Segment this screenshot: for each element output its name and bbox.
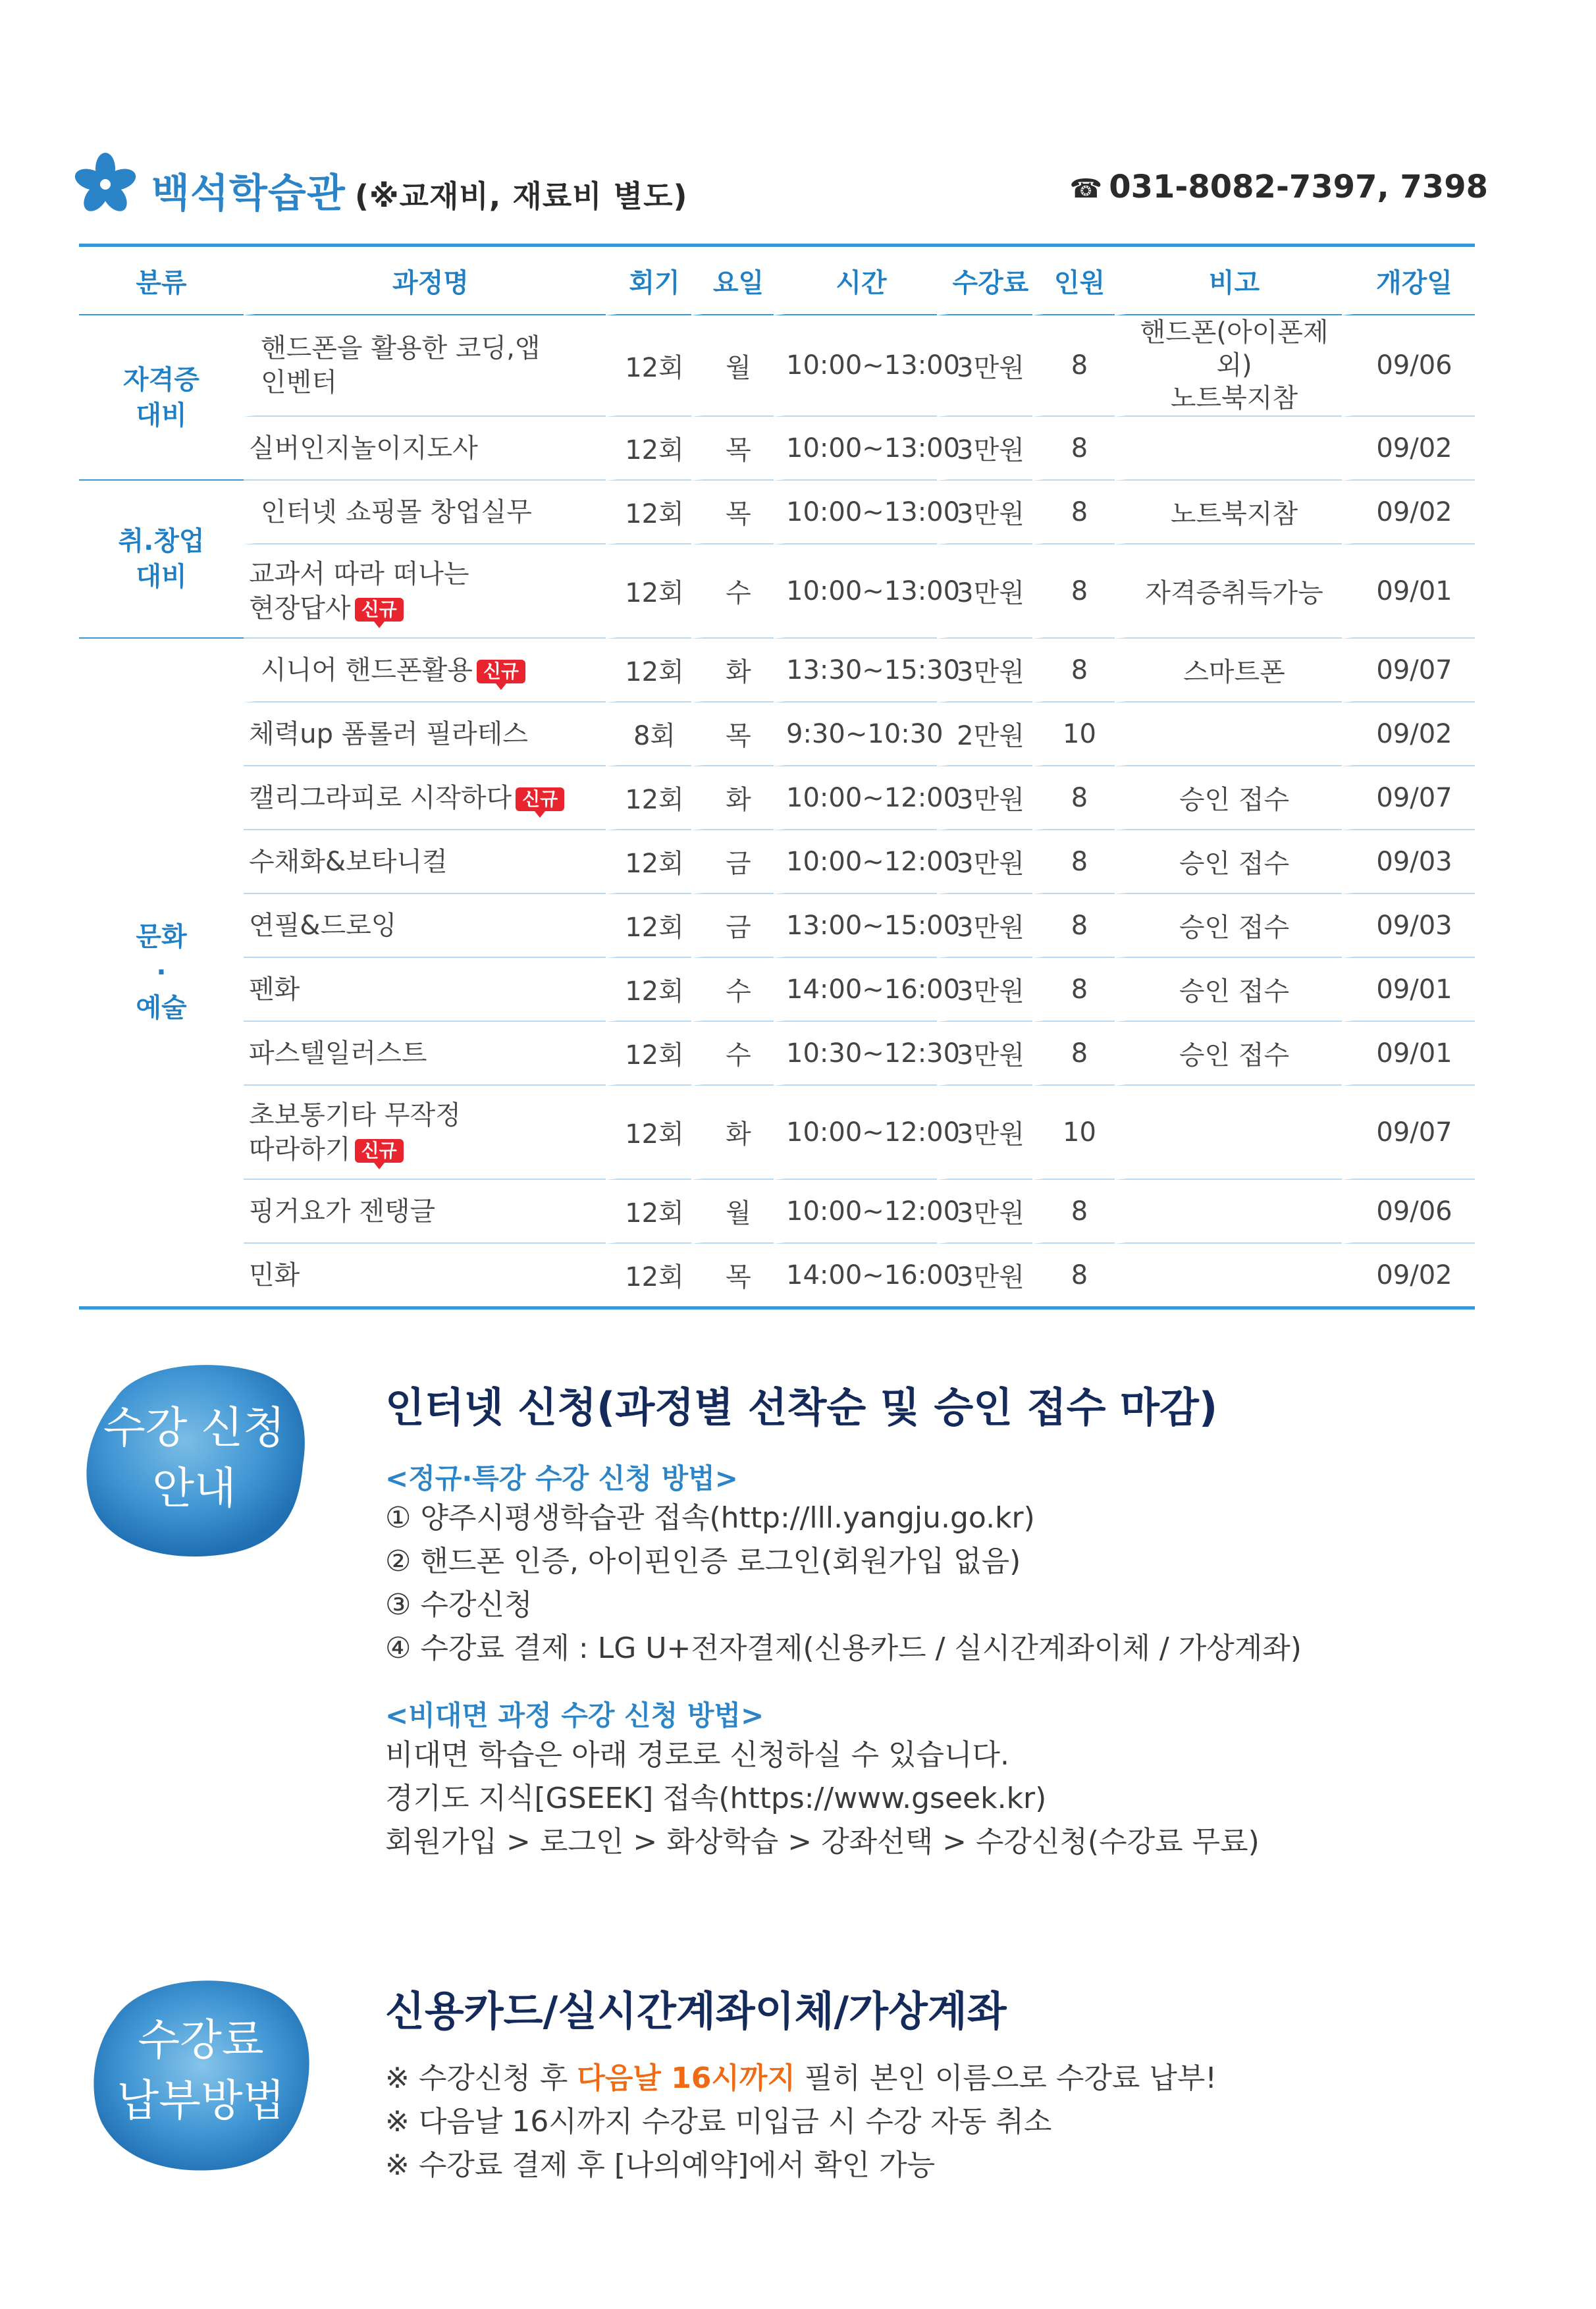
course-name: 초보통기타 무작정 따라하기 신규 [244, 1086, 606, 1180]
capacity: 10 [1032, 703, 1115, 766]
step-item: ① 양주시평생학습관 접속(http://lll.yangju.go.kr) [385, 1501, 1035, 1535]
start-date: 09/07 [1342, 766, 1475, 830]
note: 스마트폰 [1115, 639, 1342, 703]
course-name: 펜화 [244, 958, 606, 1022]
page-title [151, 162, 688, 219]
sessions: 12회 [606, 766, 691, 830]
category-label: 대비 [136, 400, 187, 431]
capacity: 8 [1032, 639, 1115, 703]
day: 월 [691, 315, 774, 417]
time: 10:30~12:30 [774, 1022, 937, 1086]
capacity: 8 [1032, 1022, 1115, 1086]
capacity: 8 [1032, 894, 1115, 958]
sessions: 12회 [606, 417, 691, 481]
day: 화 [691, 639, 774, 703]
course-name: 연필&드로잉 [244, 894, 606, 958]
category-label: 대비 [136, 562, 187, 592]
table-row [79, 417, 1475, 481]
sessions: 8회 [606, 703, 691, 766]
day: 수 [691, 1022, 774, 1086]
step-item: ③ 수강신청 [385, 1588, 533, 1622]
table-row [79, 703, 1475, 766]
note: 승인 접수 [1115, 766, 1342, 830]
online-subtitle: <비대면 과정 수강 신청 방법> [385, 1699, 764, 1732]
fee: 3만원 [937, 1180, 1032, 1244]
start-date: 09/06 [1342, 315, 1475, 417]
online-line: 경기도 지식[GSEEK] 접속(https://www.gseek.kr) [385, 1782, 1047, 1815]
course-name: 체력up 폼롤러 필라테스 [244, 703, 606, 766]
section-header [72, 150, 1488, 229]
category-job [79, 481, 244, 639]
table-row [79, 315, 1475, 417]
new-badge: 신규 [516, 787, 564, 811]
note [1115, 703, 1342, 766]
start-date: 09/02 [1342, 703, 1475, 766]
course-name: 캘리그라피로 시작하다 신규 [244, 766, 606, 830]
category-label: 자격증 [123, 364, 200, 395]
course-name: 핸드폰을 활용한 코딩,앱 인벤터 [244, 315, 606, 417]
day: 금 [691, 894, 774, 958]
start-date: 09/07 [1342, 639, 1475, 703]
time: 14:00~16:00 [774, 958, 937, 1022]
start-date: 09/02 [1342, 481, 1475, 544]
category-label: · [156, 957, 167, 988]
phone-number [1069, 169, 1488, 205]
new-badge: 신규 [477, 660, 525, 683]
course-name: 교과서 따라 떠나는 현장답사 신규 [244, 544, 606, 639]
sessions: 12회 [606, 958, 691, 1022]
phone-text: 031-8082-7397, 7398 [1109, 169, 1488, 205]
apply-badge [76, 1353, 313, 1564]
start-date: 09/01 [1342, 1022, 1475, 1086]
sessions: 12회 [606, 315, 691, 417]
badge-line: 수강료 [138, 2015, 264, 2065]
fee: 3만원 [937, 544, 1032, 639]
category-label: 문화 [136, 922, 187, 952]
table-header-row [79, 247, 1475, 315]
day: 수 [691, 958, 774, 1022]
payment-line: ※ 다음날 16시까지 수강료 미입금 시 수강 자동 취소 [385, 2105, 1052, 2138]
day: 수 [691, 544, 774, 639]
time: 10:00~13:00 [774, 481, 937, 544]
sessions: 12회 [606, 894, 691, 958]
course-name: 실버인지놀이지도사 [244, 417, 606, 481]
col-header: 개강일 [1342, 247, 1475, 315]
table-row [79, 544, 1475, 639]
col-header: 분류 [79, 247, 244, 315]
title-text: 백석학습관 [151, 171, 346, 217]
capacity: 8 [1032, 1180, 1115, 1244]
online-line: 회원가입 > 로그인 > 화상학습 > 강좌선택 > 수강신청(수강료 무료) [385, 1825, 1260, 1859]
table-row [79, 894, 1475, 958]
fee: 3만원 [937, 417, 1032, 481]
course-name: 파스텔일러스트 [244, 1022, 606, 1086]
start-date: 09/03 [1342, 894, 1475, 958]
flower-icon [72, 150, 138, 216]
col-header: 시간 [774, 247, 937, 315]
time: 10:00~12:00 [774, 1180, 937, 1244]
table-row [79, 1022, 1475, 1086]
sessions: 12회 [606, 544, 691, 639]
day: 목 [691, 481, 774, 544]
note [1115, 1244, 1342, 1306]
table-row [79, 830, 1475, 894]
note: 승인 접수 [1115, 894, 1342, 958]
note [1115, 1180, 1342, 1244]
category-cert [79, 315, 244, 481]
day: 목 [691, 1244, 774, 1306]
step-item: ② 핸드폰 인증, 아이핀인증 로그인(회원가입 없음) [385, 1545, 1021, 1578]
time: 10:00~12:00 [774, 830, 937, 894]
table-row [79, 958, 1475, 1022]
phone-icon: ☎ [1069, 174, 1103, 204]
category-label: 취.창업 [118, 526, 205, 556]
start-date: 09/03 [1342, 830, 1475, 894]
time: 10:00~12:00 [774, 766, 937, 830]
badge-line: 납부방법 [117, 2075, 285, 2126]
time: 10:00~13:00 [774, 315, 937, 417]
start-date: 09/01 [1342, 958, 1475, 1022]
table-row [79, 639, 1475, 703]
apply-title: 인터넷 신청(과정별 선착순 및 승인 접수 마감) [385, 1383, 1218, 1431]
online-line: 비대면 학습은 아래 경로로 신청하실 수 있습니다. [385, 1738, 1009, 1772]
day: 월 [691, 1180, 774, 1244]
payment-badge [82, 1965, 319, 2176]
fee: 3만원 [937, 894, 1032, 958]
col-header: 요일 [691, 247, 774, 315]
capacity: 8 [1032, 958, 1115, 1022]
col-header: 수강료 [937, 247, 1032, 315]
capacity: 8 [1032, 417, 1115, 481]
fee: 3만원 [937, 766, 1032, 830]
course-name: 시니어 핸드폰활용 신규 [244, 639, 606, 703]
day: 금 [691, 830, 774, 894]
payment-section [385, 1978, 1217, 2187]
note: 자격증취득가능 [1115, 544, 1342, 639]
category-culture [79, 639, 244, 1306]
note: 노트북지참 [1115, 481, 1342, 544]
start-date: 09/01 [1342, 544, 1475, 639]
course-name: 민화 [249, 1260, 300, 1290]
course-name: 핑거요가 젠탱글 [244, 1180, 606, 1244]
course-table [79, 244, 1475, 1310]
day: 목 [691, 703, 774, 766]
sessions: 12회 [606, 830, 691, 894]
fee: 3만원 [937, 639, 1032, 703]
apply-section [385, 1375, 1302, 1864]
capacity: 8 [1032, 481, 1115, 544]
fee: 3만원 [937, 830, 1032, 894]
time: 10:00~13:00 [774, 544, 937, 639]
badge-line: 안내 [152, 1463, 236, 1514]
note: 승인 접수 [1115, 1022, 1342, 1086]
fee: 3만원 [937, 481, 1032, 544]
fee: 3만원 [937, 1244, 1032, 1306]
start-date: 09/07 [1342, 1086, 1475, 1180]
table-row [79, 1244, 1475, 1306]
capacity: 8 [1032, 315, 1115, 417]
table-row [79, 481, 1475, 544]
fee: 3만원 [937, 1086, 1032, 1180]
capacity: 8 [1032, 766, 1115, 830]
day: 화 [691, 766, 774, 830]
capacity: 8 [1032, 830, 1115, 894]
new-badge: 신규 [355, 598, 404, 622]
time: 10:00~13:00 [774, 417, 937, 481]
fee: 3만원 [937, 958, 1032, 1022]
note: 승인 접수 [1115, 830, 1342, 894]
col-header: 비고 [1115, 247, 1342, 315]
step-item: ④ 수강료 결제 : LG U+전자결제(신용카드 / 실시간계좌이체 / 가상계좌) [385, 1632, 1302, 1665]
day: 목 [691, 417, 774, 481]
col-header: 인원 [1032, 247, 1115, 315]
badge-line: 수강 신청 [103, 1402, 285, 1453]
day: 화 [691, 1086, 774, 1180]
col-header: 과정명 [244, 247, 606, 315]
payment-badge-text [82, 1965, 319, 2176]
category-label: 예술 [136, 993, 187, 1023]
time: 13:00~15:00 [774, 894, 937, 958]
note: 핸드폰(아이폰제외) 노트북지참 [1115, 315, 1342, 417]
new-badge: 신규 [355, 1139, 404, 1163]
table-row [79, 1180, 1475, 1244]
capacity: 10 [1032, 1086, 1115, 1180]
time: 14:00~16:00 [774, 1244, 937, 1306]
capacity: 8 [1032, 1244, 1115, 1306]
capacity: 8 [1032, 544, 1115, 639]
time: 13:30~15:30 [774, 639, 937, 703]
time: 10:00~12:00 [774, 1086, 937, 1180]
fee: 3만원 [937, 1022, 1032, 1086]
note: 승인 접수 [1115, 958, 1342, 1022]
sessions: 12회 [606, 1022, 691, 1086]
table-row [79, 766, 1475, 830]
col-header: 회기 [606, 247, 691, 315]
payment-title: 신용카드/실시간계좌이체/가상계좌 [385, 1987, 1007, 2035]
payment-line: ※ 수강신청 후 다음날 16시까지 필히 본인 이름으로 수강료 납부! [385, 2061, 1217, 2095]
table-row [79, 1086, 1475, 1180]
start-date: 09/02 [1342, 417, 1475, 481]
start-date: 09/06 [1342, 1180, 1475, 1244]
course-name: 수채화&보타니컬 [244, 830, 606, 894]
fee: 3만원 [937, 315, 1032, 417]
fee: 2만원 [937, 703, 1032, 766]
start-date: 09/02 [1342, 1244, 1475, 1306]
payment-line: ※ 수강료 결제 후 [나의예약]에서 확인 가능 [385, 2148, 936, 2182]
regular-subtitle: <정규·특강 수강 신청 방법> [385, 1462, 738, 1495]
deadline-highlight: 다음날 16시까지 [577, 2061, 795, 2095]
apply-badge-text [76, 1353, 313, 1564]
sessions: 12회 [606, 639, 691, 703]
note [1115, 1086, 1342, 1180]
sessions: 12회 [606, 1086, 691, 1180]
note [1115, 417, 1342, 481]
time: 9:30~10:30 [774, 703, 937, 766]
title-note: (※교재비, 재료비 별도) [354, 178, 688, 214]
sessions: 12회 [606, 1180, 691, 1244]
sessions: 12회 [606, 1244, 691, 1306]
sessions: 12회 [606, 481, 691, 544]
course-name: 인터넷 쇼핑몰 창업실무 [244, 481, 606, 544]
